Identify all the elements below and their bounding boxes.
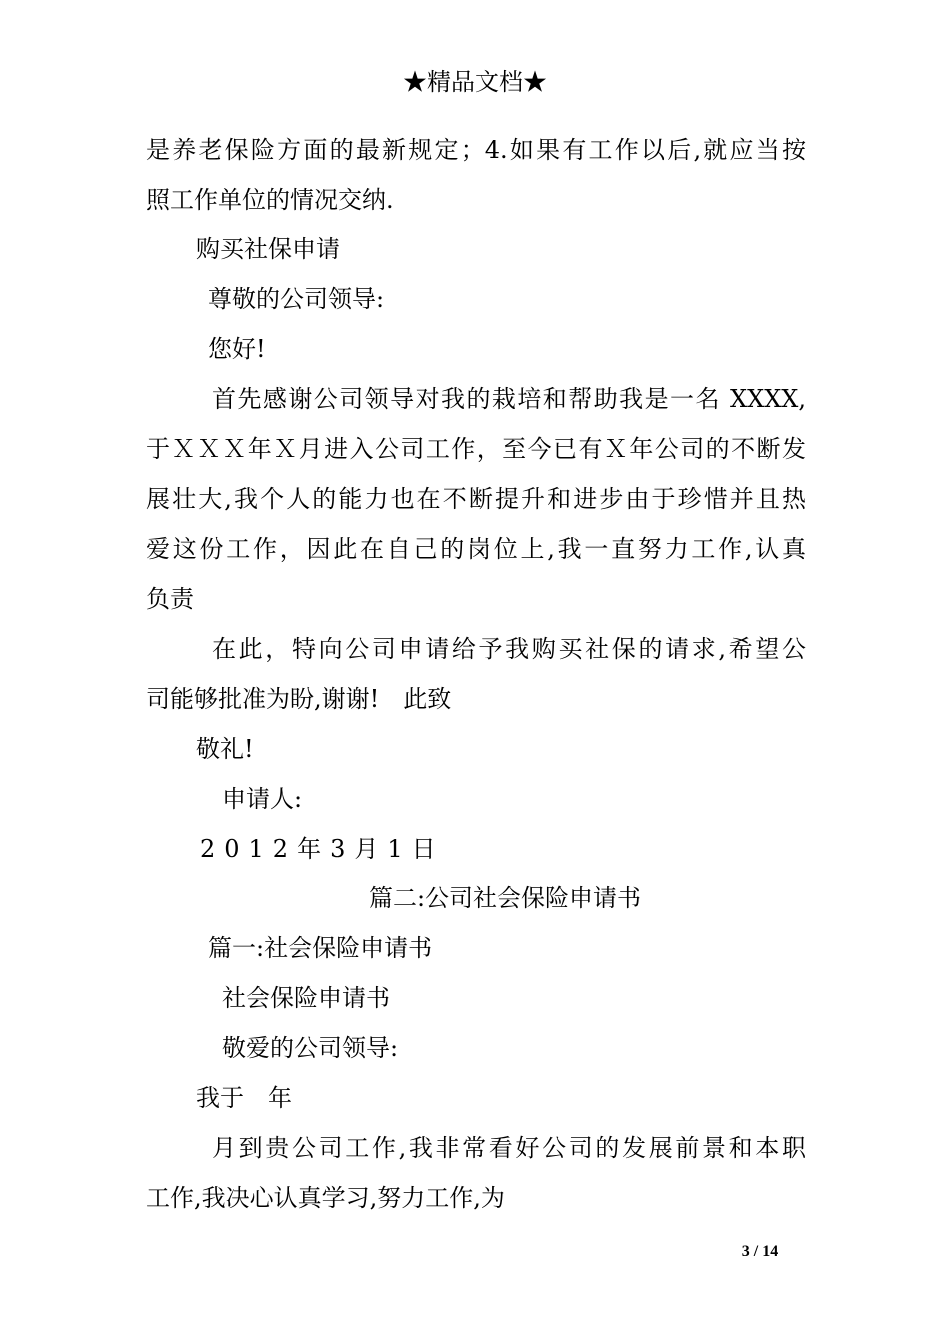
paragraph-line: 月到贵公司工作,我非常看好公司的发展前景和本职: [212, 1134, 806, 1162]
paragraph-line: 是养老保险方面的最新规定；4.如果有工作以后,就应当按: [146, 136, 806, 164]
paragraph-line: 我于 年: [196, 1084, 292, 1112]
paragraph-line: 司能够批准为盼,谢谢! 此致: [146, 685, 452, 713]
paragraph-line: 照工作单位的情况交纳.: [146, 186, 394, 214]
salutation: 尊敬的公司领导:: [208, 285, 385, 313]
greeting: 您好!: [208, 335, 266, 363]
salutation: 敬爱的公司领导:: [222, 1034, 399, 1062]
paragraph-line: 在此，特向公司申请给予我购买社保的请求,希望公: [212, 635, 806, 663]
paragraph-line: 工作,我决心认真学习,努力工作,为: [146, 1184, 505, 1212]
section-heading: 购买社保申请: [196, 235, 340, 263]
paragraph-line: 于ＸＸＸ年Ｘ月进入公司工作，至今已有Ｘ年公司的不断发: [146, 435, 806, 463]
date-line: 2012年3月1日: [200, 835, 445, 863]
document-title: 社会保险申请书: [222, 984, 390, 1012]
page-number: 3 / 14: [741, 1243, 779, 1260]
paragraph-line: 爱这份工作，因此在自己的岗位上,我一直努力工作,认真: [146, 535, 806, 563]
section-heading: 篇一:社会保险申请书: [208, 934, 433, 962]
paragraph-line: 展壮大,我个人的能力也在不断提升和进步由于珍惜并且热: [146, 485, 806, 513]
chapter-heading: 篇二:公司社会保险申请书: [368, 884, 642, 912]
closing-salute: 敬礼!: [196, 735, 254, 763]
paragraph-line: 负责: [146, 585, 194, 613]
paragraph-line: 首先感谢公司领导对我的栽培和帮助我是一名 XXXX,: [212, 385, 806, 413]
applicant-label: 申请人:: [222, 785, 303, 813]
page-header-title: ★精品文档★: [403, 68, 547, 96]
